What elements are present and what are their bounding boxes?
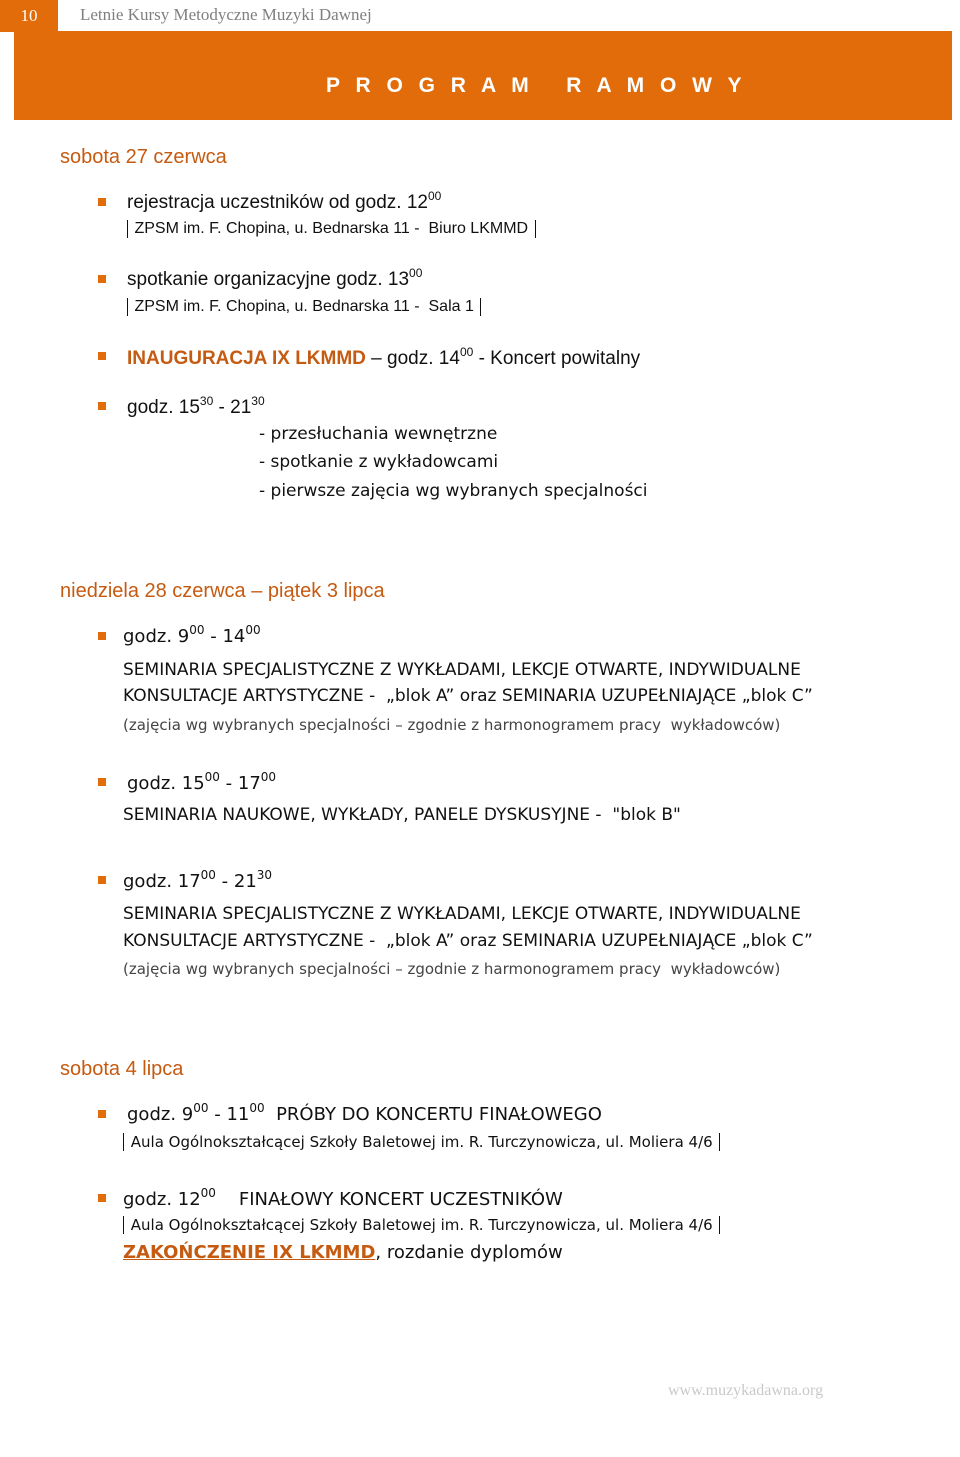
description-line: KONSULTACJE ARTYSTYCZNE - „blok A” oraz SEMINARIA UZUPEŁNIAJĄCE „blok C” (123, 686, 813, 706)
sub-line: - przesłuchania wewnętrzne (259, 424, 498, 444)
location-detail: ZPSM im. F. Chopina, u. Bednarska 11 - Biuro LKMMD (127, 220, 536, 238)
schedule-item: spotkanie organizacyjne godz. $13^{00}$ (127, 266, 423, 290)
sub-line: - pierwsze zajęcia wg wybranych specjalności (259, 481, 648, 501)
location-detail: Aula Ogólnokształcącej Szkoły Baletowej im. R. Turczynowicza, ul. Moliera 4/6 (123, 1216, 720, 1234)
bullet-icon (98, 632, 106, 640)
footer-url: www.muzykadawna.org (668, 1382, 824, 1399)
schedule-item: godz. $9^{00} - 14^{00}$ (123, 623, 261, 647)
bullet-icon (98, 876, 106, 884)
description-line: SEMINARIA SPECJALISTYCZNE Z WYKŁADAMI, LEKCJE OTWARTE, INDYWIDUALNE (123, 904, 801, 924)
banner-title: P R O G R A M R A M O W Y (326, 74, 747, 97)
schedule-item: godz. $9^{00} - 11^{00}$ PRÓBY DO KONCERTU FINAŁOWEGO (127, 1101, 602, 1125)
location-detail: Aula Ogólnokształcącej Szkoły Baletowej im. R. Turczynowicza, ul. Moliera 4/6 (123, 1133, 720, 1151)
schedule-item: godz. $15^{30} - 21^{30}$ (127, 394, 265, 418)
bullet-icon (98, 402, 106, 410)
description-line: SEMINARIA SPECJALISTYCZNE Z WYKŁADAMI, LEKCJE OTWARTE, INDYWIDUALNE (123, 660, 801, 680)
page-number: 10 (0, 0, 58, 32)
closing-line: ZAKOŃCZENIE IX LKMMD, rozdanie dyplomów (123, 1242, 563, 1263)
schedule-item: godz. $15^{00} - 17^{00}$ (127, 770, 277, 794)
schedule-item: godz. $17^{00} - 21^{30}$ (123, 868, 273, 892)
note-line: (zajęcia wg wybranych specjalności – zgodnie z harmonogramem pracy wykładowców) (123, 716, 781, 734)
bullet-icon (98, 1194, 106, 1202)
description-line: KONSULTACJE ARTYSTYCZNE - „blok A” oraz SEMINARIA UZUPEŁNIAJĄCE „blok C” (123, 931, 813, 951)
bullet-icon (98, 275, 106, 283)
day-heading-1: sobota 27 czerwca (60, 146, 227, 168)
document-title: Letnie Kursy Metodyczne Muzyki Dawnej (80, 5, 372, 24)
day-heading-2: niedziela 28 czerwca – piątek 3 lipca (60, 580, 385, 602)
location-detail: ZPSM im. F. Chopina, u. Bednarska 11 - Sala 1 (127, 298, 481, 316)
bullet-icon (98, 778, 106, 786)
note-line: (zajęcia wg wybranych specjalności – zgodnie z harmonogramem pracy wykładowców) (123, 960, 781, 978)
day-heading-3: sobota 4 lipca (60, 1058, 184, 1080)
schedule-item: rejestracja uczestników od godz. $12^{00}$ (127, 189, 442, 213)
schedule-item: INAUGURACJA IX LKMMD – godz. $14^{00}$ - Koncert powitalny (127, 345, 641, 369)
bullet-icon (98, 352, 106, 360)
sub-line: - spotkanie z wykładowcami (259, 452, 499, 472)
bullet-icon (98, 198, 106, 206)
bullet-icon (98, 1110, 106, 1118)
description-line: SEMINARIA NAUKOWE, WYKŁADY, PANELE DYSKUSYJNE - "blok B" (123, 805, 681, 825)
schedule-item: godz. $12^{00}$ FINAŁOWY KONCERT UCZESTNIKÓW (123, 1186, 563, 1210)
